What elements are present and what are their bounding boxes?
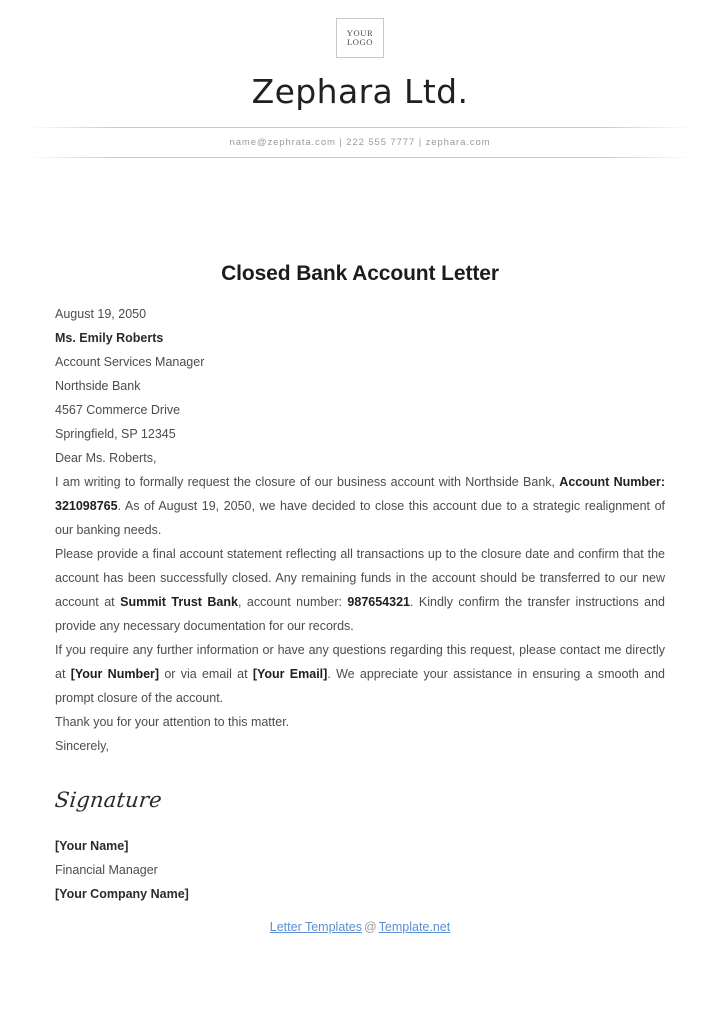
paragraph-3-part-2: or via email at [159,667,253,681]
signoff-name: [Your Name] [55,839,129,853]
paragraph-1-part-1: I am writing to formally request the closure of our business account with Northside Bank, [55,475,560,489]
recipient-block [55,326,665,446]
footer-link-template-net[interactable]: Template.net [378,920,451,934]
letter-body [55,262,665,906]
paragraph-1-account-number: Account Number: 321098765 [55,475,665,513]
company-name: Zephara Ltd. [251,72,469,111]
header-divider-bottom [28,157,692,158]
closing-line: Sincerely, [55,739,109,753]
thanks-line: Thank you for your attention to this matter. [55,715,290,729]
logo-line-1: YOUR [346,28,374,39]
page-title: Closed Bank Account Letter [221,262,499,285]
paragraph-2-part-1: Please provide a final account statement reflecting all transactions up to the closure date and confirm that the account has been successfully closed. Any remaining funds in the account should be transferred to our new account at [55,547,665,609]
paragraph-1-part-2: . As of August 19, 2050, we have decided to close this account due to a strategic realignment of our banking needs. [55,499,665,537]
paragraph-2-new-account-number: 987654321 [347,595,410,609]
paragraph-2-bank-name: Summit Trust Bank [120,595,238,609]
contact-line: name@zephrata.com | 222 555 7777 | zephara.com [229,137,491,148]
footer-link-letter-templates[interactable]: Letter Templates [269,920,362,934]
footer [0,920,720,934]
footer-separator: @ [363,920,377,934]
paragraph-3-part-3: . We appreciate your assistance in ensuring a smooth and prompt closure of the account. [55,667,665,705]
recipient-organization: Northside Bank [55,379,141,393]
paragraph-3 [55,638,665,710]
paragraph-3-part-1: If you require any further information or have any questions regarding this request, please contact me directly at [55,643,665,681]
paragraph-3-your-email: [Your Email] [252,667,328,681]
company-logo-placeholder [336,18,384,58]
paragraph-2 [55,542,665,638]
signature-image: Signature [53,788,164,812]
signoff-title: Financial Manager [55,863,158,877]
signoff-block [55,834,665,906]
logo-line-2: LOGO [346,37,373,47]
recipient-street: 4567 Commerce Drive [55,403,181,417]
paragraph-3-your-number: [Your Number] [70,667,160,681]
paragraph-2-part-2: , account number: [237,595,348,609]
paragraph-1 [55,470,665,542]
recipient-job-title: Account Services Manager [55,355,205,369]
signoff-company: [Your Company Name] [55,887,189,901]
letter-date: August 19, 2050 [55,307,147,321]
recipient-name: Ms. Emily Roberts [55,331,164,345]
letterhead [0,0,720,158]
paragraph-2-part-3: . Kindly confirm the transfer instructions and provide any necessary documentation for our records. [55,595,665,633]
recipient-city-state-zip: Springfield, SP 12345 [55,427,176,441]
salutation: Dear Ms. Roberts, [55,451,157,465]
